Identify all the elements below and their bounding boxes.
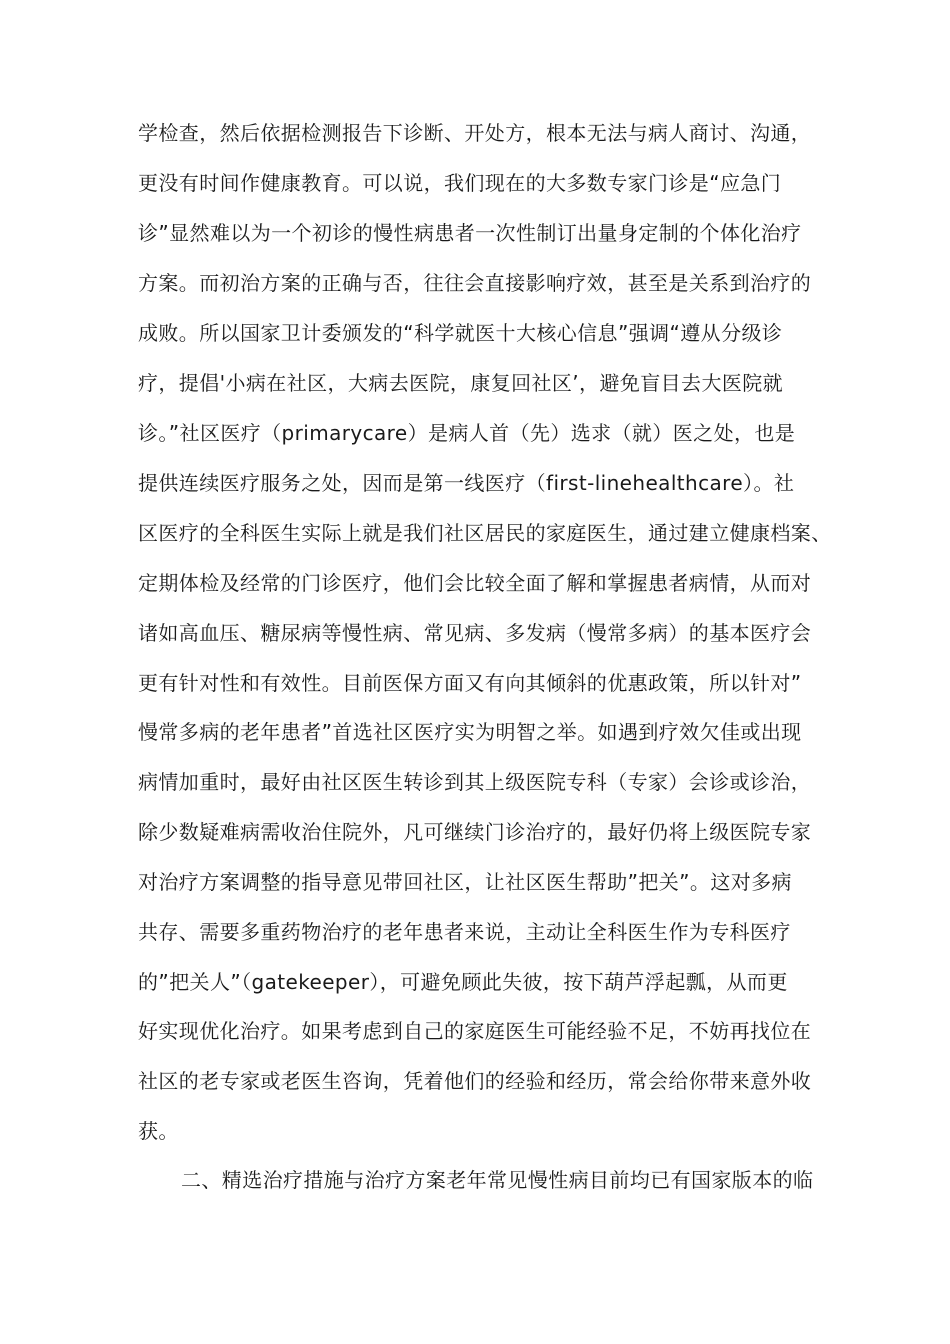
text-line: 共存、需要多重药物治疗的老年患者来说，主动让全科医生作为专科医疗: [138, 920, 791, 944]
text-line: 疗，提倡'小病在社区，大病去医院，康复回社区’，避免盲目去大医院就: [138, 371, 784, 395]
text-line: 更有针对性和有效性。目前医保方面又有向其倾斜的优惠政策，所以针对”: [138, 671, 802, 695]
text-line: 更没有时间作健康教育。可以说，我们现在的大多数专家门诊是“应急门: [138, 171, 782, 195]
text-line: 对治疗方案调整的指导意见带回社区，让社区医生帮助”把关”。这对多病: [138, 870, 792, 894]
text-line: 病情加重时，最好由社区医生转诊到其上级医院专科（专家）会诊或诊治，: [138, 770, 812, 794]
text-line: 社区的老专家或老医生咨询，凭着他们的经验和经历，常会给你带来意外收: [138, 1069, 812, 1093]
text-line: 诊”显然难以为一个初诊的慢性病患者一次性制订出量身定制的个体化治疗: [138, 221, 802, 245]
text-line: 慢常多病的老年患者”首选社区医疗实为明智之举。如遇到疗效欠佳或出现: [138, 720, 802, 744]
text-line: 区医疗的全科医生实际上就是我们社区居民的家庭医生，通过建立健康档案、: [138, 521, 832, 545]
text-line: 的”把关人”（gatekeeper），可避免顾此失彼，按下葫芦浮起瓢，从而更: [138, 970, 788, 994]
section-heading-line: 二、精选治疗措施与治疗方案老年常见慢性病目前均已有国家版本的临: [181, 1168, 814, 1192]
text-line: 定期体检及经常的门诊医疗，他们会比较全面了解和掌握患者病情，从而对: [138, 571, 812, 595]
text-line: 诸如高血压、糖尿病等慢性病、常见病、多发病（慢常多病）的基本医疗会: [138, 621, 812, 645]
text-line: 学检查，然后依据检测报告下诊断、开处方，根本无法与病人商讨、沟通，: [138, 121, 812, 145]
text-line: 方案。而初治方案的正确与否，往往会直接影响疗效，甚至是关系到治疗的: [138, 271, 812, 295]
text-line: 除少数疑难病需收治住院外，凡可继续门诊治疗的，最好仍将上级医院专家: [138, 820, 812, 844]
text-line: 好实现优化治疗。如果考虑到自己的家庭医生可能经验不足，不妨再找位在: [138, 1019, 812, 1043]
text-line: 获。: [138, 1119, 179, 1143]
text-line: 诊。”社区医疗（primarycare）是病人首（先）选求（就）医之处，也是: [138, 421, 796, 445]
text-line: 成败。所以国家卫计委颁发的“科学就医十大核心信息”强调“遵从分级诊: [138, 321, 783, 345]
text-line: 提供连续医疗服务之处，因而是第一线医疗（first-linehealthcare）。社: [138, 471, 795, 495]
